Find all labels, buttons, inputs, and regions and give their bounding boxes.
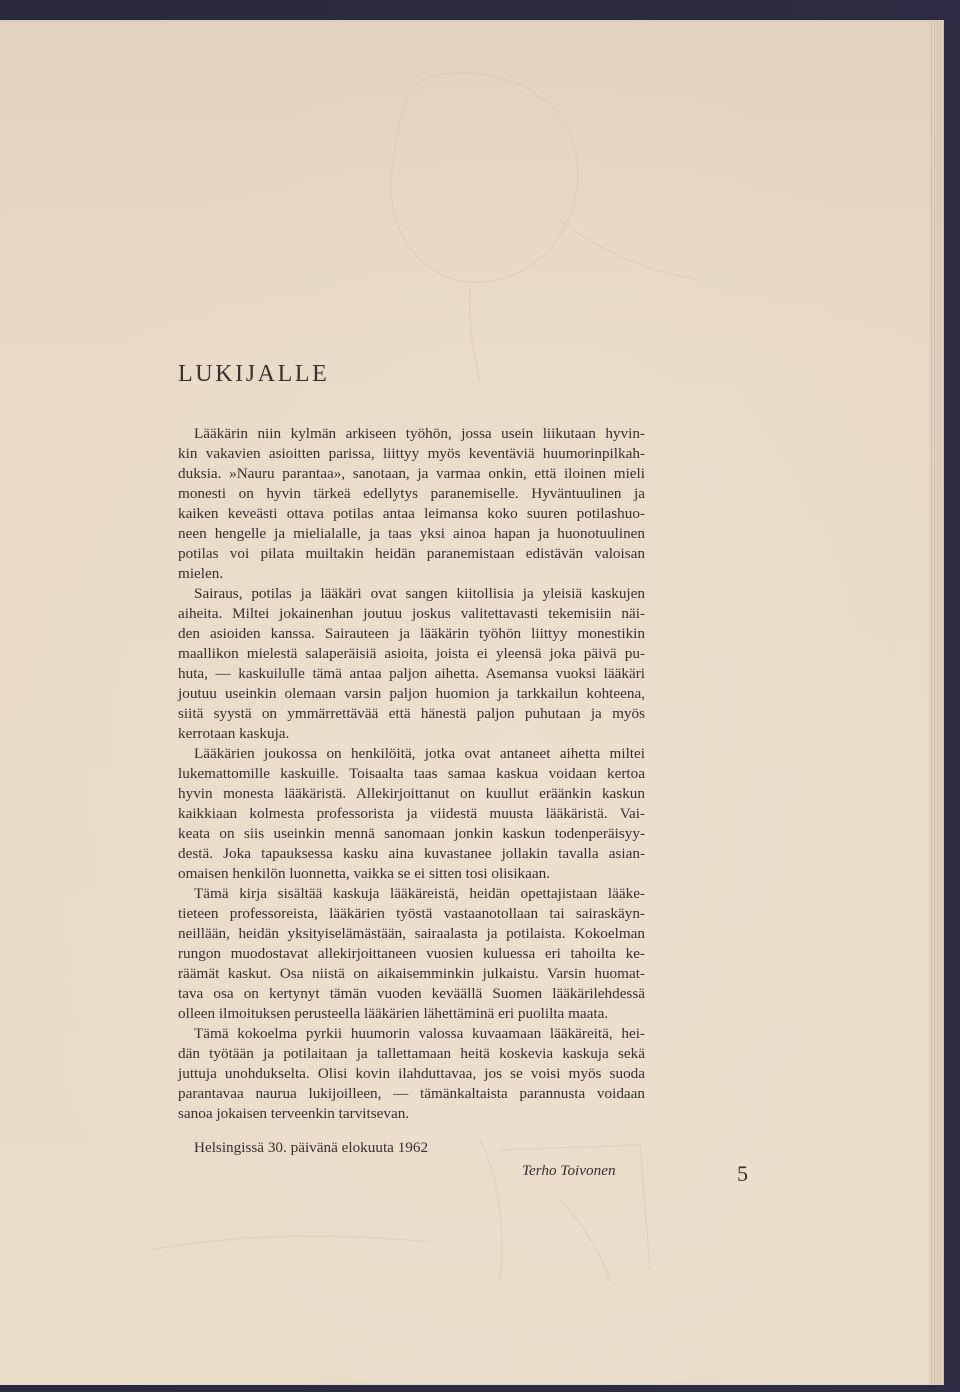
- body-text: [178, 424, 645, 1124]
- paragraph: [178, 884, 645, 1024]
- text-line: tava osa on kertynyt tämän vuoden keväällä Suomen lääkärilehdessä: [178, 985, 645, 1002]
- text-line: destä. Joka tapauksessa kasku aina kuvastanee jollakin tavalla asian-: [178, 845, 645, 862]
- chapter-title: LUKIJALLE: [178, 361, 330, 387]
- text-line: räämät kaskut. Osa niistä on aikaisemminkin julkaistu. Varsin huomat-: [178, 965, 645, 982]
- text-line: monesti on hyvin tärkeä edellytys paranemiselle. Hyväntuulinen ja: [178, 485, 645, 502]
- text-line: Tämä kirja sisältää kaskuja lääkäreistä, heidän opettajistaan lääke-: [194, 885, 645, 902]
- page-edge-stack: [929, 20, 944, 1385]
- text-line: huta, — kaskuilulle tämä antaa paljon aihetta. Asemansa vuoksi lääkäri: [178, 665, 645, 682]
- text-line: hyvin monesta lääkäristä. Allekirjoittanut on kuullut eräänkin kaskun: [178, 785, 645, 802]
- text-line: lukemattomille kaskuille. Toisaalta taas samaa kaskua voidaan kertoa: [178, 765, 645, 782]
- book-page: [0, 20, 944, 1385]
- author-signature: Terho Toivonen: [522, 1162, 616, 1179]
- text-line: neen hengelle ja mielialalle, ja taas yksi ainoa hapan ja huonotuulinen: [178, 525, 645, 542]
- text-line: omaisen henkilön luonnetta, vaikka se ei sitten tosi olisikaan.: [178, 865, 551, 882]
- text-line: aiheita. Miltei jokainenhan joutuu joskus valitettavasti tekemisiin näi-: [178, 605, 645, 622]
- text-line: kaiken keveästi ottava potilas antaa leimansa koko suuren potilashuo-: [178, 505, 645, 522]
- text-line: juttuja unohdukselta. Olisi kovin ilahduttavaa, jos se voisi myös suoda: [178, 1065, 645, 1082]
- text-line: rungon muodostavat allekirjoittaneen vuosien kuluessa eri tahoilta ke-: [178, 945, 645, 962]
- text-line: Tämä kokoelma pyrkii huumorin valossa kuvaamaan lääkäreitä, hei-: [194, 1025, 645, 1042]
- paragraph: [178, 744, 645, 884]
- text-line: tieteen professoreista, lääkärien työstä vastaanotollaan tai sairaskäyn-: [178, 905, 645, 922]
- text-line: keata on siis useinkin mennä sanomaan jonkin kaskun todenperäisyy-: [178, 825, 645, 842]
- text-line: olleen ilmoituksen perusteella lääkärien lähettäminä eri puolilta maata.: [178, 1005, 609, 1022]
- text-line: joutuu useinkin olemaan varsin paljon huomion ja tarkkailun kohteena,: [178, 685, 645, 702]
- text-line: maallikon mielestä salaperäisiä asioita, joista ei yleensä joka päivä pu-: [178, 645, 645, 662]
- text-line: den asioiden kanssa. Sairauteen ja lääkärin työhön liittyy monestikin: [178, 625, 645, 642]
- text-line: dän työtään ja potilaitaan ja tallettamaan heitä koskevia kaskuja sekä: [178, 1045, 645, 1062]
- text-line: potilas voi pilata muiltakin heidän paranemistaan edistävän valoisan: [178, 545, 645, 562]
- text-line: Sairaus, potilas ja lääkäri ovat sangen kiitollisia ja yleisiä kaskujen: [194, 585, 645, 602]
- paragraph: [178, 584, 645, 744]
- paragraph: [178, 1024, 645, 1124]
- text-line: kaikkiaan kolmesta professorista ja viidestä muusta lääkäristä. Vai-: [178, 805, 645, 822]
- text-line: neillään, heidän yksityiselämästään, sairaalasta ja potilaista. Kokoelman: [178, 925, 645, 942]
- text-line: mielen.: [178, 565, 224, 582]
- dateline: Helsingissä 30. päivänä elokuuta 1962: [194, 1139, 429, 1156]
- text-line: Lääkärien joukossa on henkilöitä, jotka ovat antaneet aihetta miltei: [194, 745, 645, 762]
- text-line: Lääkärin niin kylmän arkiseen työhön, jossa usein liikutaan hyvin-: [194, 425, 645, 442]
- text-line: kin vakavien asioitten parissa, liittyy myös keventäviä huumorinpilkah-: [178, 445, 645, 462]
- text-line: parantavaa naurua lukijoilleen, — tämänkaltaista parannusta voidaan: [178, 1085, 645, 1102]
- text-line: kerrotaan kaskuja.: [178, 725, 290, 742]
- text-line: sanoa jokaisen terveenkin tarvitsevan.: [178, 1105, 410, 1122]
- page-number: 5: [737, 1161, 748, 1186]
- paragraph: [178, 424, 645, 584]
- text-line: duksia. »Nauru parantaa», sanotaan, ja varmaa onkin, että iloinen mieli: [178, 465, 645, 482]
- text-line: siitä syystä on ymmärrettävää että hänestä paljon puhutaan ja myös: [178, 705, 645, 722]
